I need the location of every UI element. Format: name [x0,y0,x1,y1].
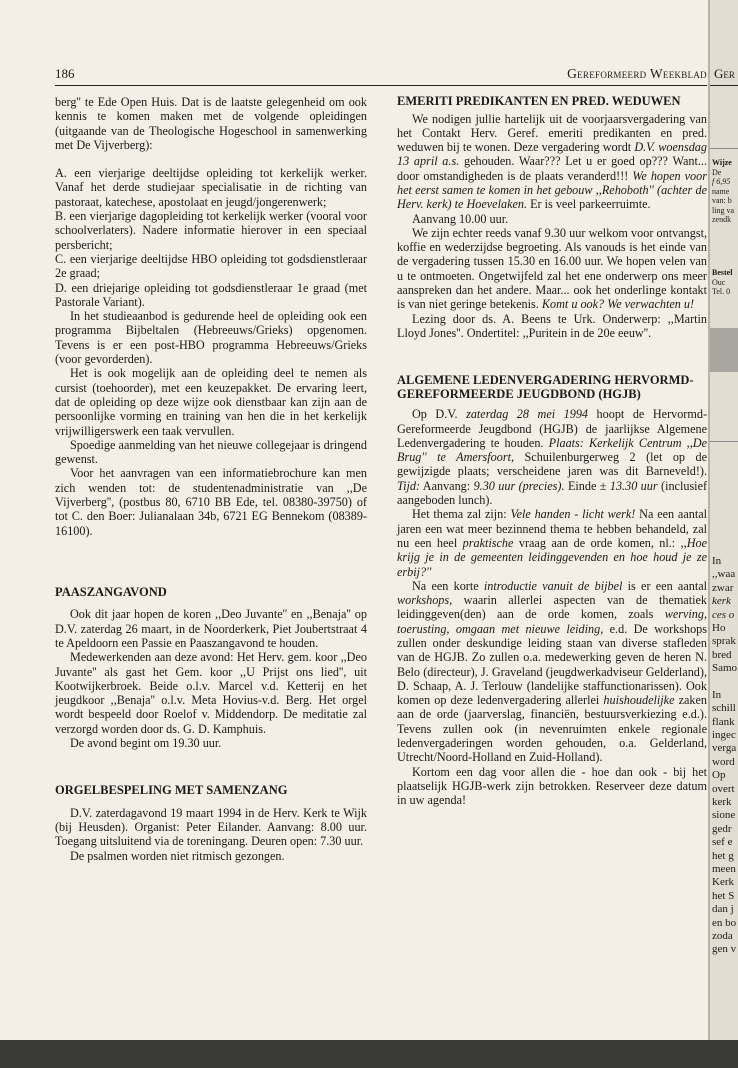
facing-column-text: In ,,waa zwar kerk ces o Ho sprak bred Samo In schill flank ingec verga word Op overt kerk sione gedr sef e het g meen Kerk het S dan j en bo zoda gen v [712,555,738,956]
facing-page-edge [708,0,738,1040]
paragraph: D.V. zaterdagavond 19 maart 1994 in de Herv. Kerk te Wijk (bij Heusden). Organist: Peter Eilander. Aanvang: 8.00 uur. Toegang uitsluitend via de toreningang. Deuren open: 7.30 uur. [55,805,367,849]
running-head: Gereformeerd Weekblad [567,66,707,81]
page-header [55,66,707,84]
facing-header-rule [710,85,738,86]
page-number: 186 [55,66,75,81]
list-item: A. een vierjarige deeltijdse opleiding tot kerkelijk werker. Vanaf het derde studiejaar specialisatie in de richting van pastoraat, katechese, apostolaat en jeugd/jongerenwerk; [55,166,367,209]
paragraph: Na een korte introductie vanuit de bijbel is er een aantal workshops, waarin allerlei aspecten van de thematiek leidinggeven(den) aan de orde komen, zoals werving, toerusting, omgaan met nieuwe leiding, e.d. De workshops zullen onder deskundige leiding staan van diverse stafleden van de HGJB. Zo zullen o.a. medewerking geven de heren N. Belo (directeur), J. Graveland (jeugdwerkadviseur Gelderland), D. Schaap, A. J. Terlouw (landelijke staffunctionarissen). Ook komen op deze ledenvergadering allerlei huishoudelijke zaken aan de orde (jaarverslag, financiën, bestuursverkiezing e.d.). Tevens zullen ook (in nevenruimten enkele regionale ledenvergaderingen worden gehouden, o.a. Gelderland, Utrecht/Noord-Holland en Zuid-Holland). [397,578,708,765]
section-heading-hgjb: ALGEMENE LEDENVERGADERING HERVORMD-GEREFORMEERDE JEUGDBOND (HGJB) [397,373,694,401]
paragraph: Ook dit jaar hopen de koren ,,Deo Juvante'' en ,,Benaja'' op D.V. zaterdag 26 maart, in de Noorderkerk, Piet Joubertstraat 4 te Apeldoorn een Passie en Paaszangavond te houden. [55,607,367,650]
spacer [55,750,367,784]
paragraph: Op D.V. zaterdag 28 mei 1994 hoopt de Hervormd-Gereformeerde Jeugdbond (HGJB) de jaarlijkse Algemene Ledenvergadering te houden. Plaats: Kerkelijk Centrum ,,De Brug'' te Amersfoort, Schuilenburgerweg 2 (let op de gewijzigde plaats; verscheidene jaren was dit Barneveld!). Tijd: Aanvang: 9.30 uur (precies). Einde ± 13.30 uur (inclusief aangeboden lunch). [397,407,708,508]
paragraph: Aanvang 10.00 uur. [412,211,509,226]
paragraph: Voor het aanvragen van een informatiebrochure kan men zich wenden tot: de studentenadministratie van ,,De Vijverberg'', (postbus 80, 6710 BB Ede, tel. 08380-39750) of tot C. den Boer: Julianalaan 34b, 6721 EG Bennekom (08389-16100). [55,466,367,538]
list-item: D. een driejarige opleiding tot godsdienstleraar 1e graad (met Pastorale Variant). [55,280,367,309]
spacer [55,152,367,166]
paragraph: De psalmen worden niet ritmisch gezongen. [70,848,285,863]
paragraph: Medewerkenden aan deze avond: Het Herv. gem. koor ,,Deo Juvante'' als gast het Gem. koor ,,U Prijst ons lied'', uit Kootwijkerbroek. Beide o.l.v. Marcel v.d. Ketterij en het jeugdkoor ,,Benaja'' o.l.v. Meta Hovius-v.d. Berg. Het orgel wordt bespeeld door Roelof v. Middendorp. De meditatie zal verzorgd worden door ds. G. D. Kamphuis. [55,650,367,736]
paragraph: Spoedige aanmelding van het nieuwe collegejaar is dringend gewenst. [55,437,367,467]
section-heading-paaszangavond: PAASZANGAVOND [55,584,167,599]
paragraph: Het thema zal zijn: Vele handen - licht werk! Na een aantal jaren een wat meer bezinnend thema te hebben behandeld, zal nu een heel praktische vraag aan de orde komen, nl.: ,,Hoe krijg je in de gemeenten leidinggevenden en hoe houd je ze erbij?'' [397,507,708,579]
right-column [397,95,707,808]
section-heading-orgelbespeling: ORGELBESPELING MET SAMENZANG [55,783,288,798]
spacer [397,340,707,374]
paragraph: We nodigen jullie hartelijk uit de voorjaarsvergadering van het Contakt Herv. Geref. emeriti predikanten en pred. weduwen bij te wonen. Deze vergadering wordt D.V. woensdag 13 april a.s. gehouden. Waar??? Let u er goed op??? Want... door omstandigheden is de plaats veranderd!!! We hopen voor het eerst samen te komen in het gebouw ,,Rehoboth'' (achter de Herv. kerk) te Hoevelaken. Er is veel parkeerruimte. [397,111,708,212]
facing-box-text: Bestel Ouc Tel. 0 [712,268,733,296]
section-heading-emeriti: EMERITI PREDIKANTEN EN PRED. WEDUWEN [397,94,681,108]
facing-box-text: Wijze De f 6,95 name van: b ling va zendk [712,158,734,224]
left-column [55,95,367,863]
paragraph: Het is ook mogelijk aan de opleiding deel te nemen als cursist (toehoorder), met een keuzepakket. De ervaring leert, dat de opleiding op deze wijze ook dienstbaar kan zijn aan de persoonlijke vorming en training van hen die in het kerkelijk vrijwilligerswerk een taak vervullen. [55,366,367,438]
facing-gray-block [710,328,738,372]
intro-paragraph: berg'' te Ede Open Huis. Dat is de laatste gelegenheid om ook kennis te komen maken met de volgende opleidingen (uitgaande van de Theologische Hogeschool in samenwerking met De Vijverberg): [55,95,367,152]
spacer [55,572,367,586]
paragraph: In het studieaanbod is gedurende heel de opleiding ook een programma Bijbeltalen (Hebreeuws/Grieks) opgenomen. Tevens is er een post-HBO programma Hebreeuws/Grieks (voor gevorderden). [55,309,367,367]
spacer [55,538,367,572]
paragraph: De avond begint om 19.30 uur. [70,736,222,751]
header-rule [55,85,707,86]
paragraph: We zijn echter reeds vanaf 9.30 uur welkom voor ontvangst, koffie en wederzijdse begroeting. Als vanouds is het einde van de vergadering tussen 15.30 en 16.00 uur. We hopen velen van u te ontmoeten. Ongetwijfeld zal het ene onderwerp ons meer aanspreken dan het andere. Maar... ook het onderlinge kontakt is van niet geringe betekenis. Komt u ook? We verwachten u! [397,225,707,312]
facing-running-head: Ger [714,66,735,81]
list-item: B. een vierjarige dagopleiding tot kerkelijk werker (vooral voor schoolverlaters). Nadere informatie hierover in een speciaal persbericht; [55,209,367,252]
paragraph: Kortom een dag voor allen die - hoe dan ook - bij het plaatselijk HGJB-werk zijn betrokken. Reserveer deze datum in uw agenda! [397,764,707,808]
list-item: C. een vierjarige deeltijdse HBO opleiding tot godsdienstleraar 2e graad; [55,251,367,281]
paragraph: Lezing door ds. A. Beens te Urk. Onderwerp: ,,Martin Lloyd Jones''. Ondertitel: ,,Puritein in de 20e eeuw''. [397,311,707,340]
